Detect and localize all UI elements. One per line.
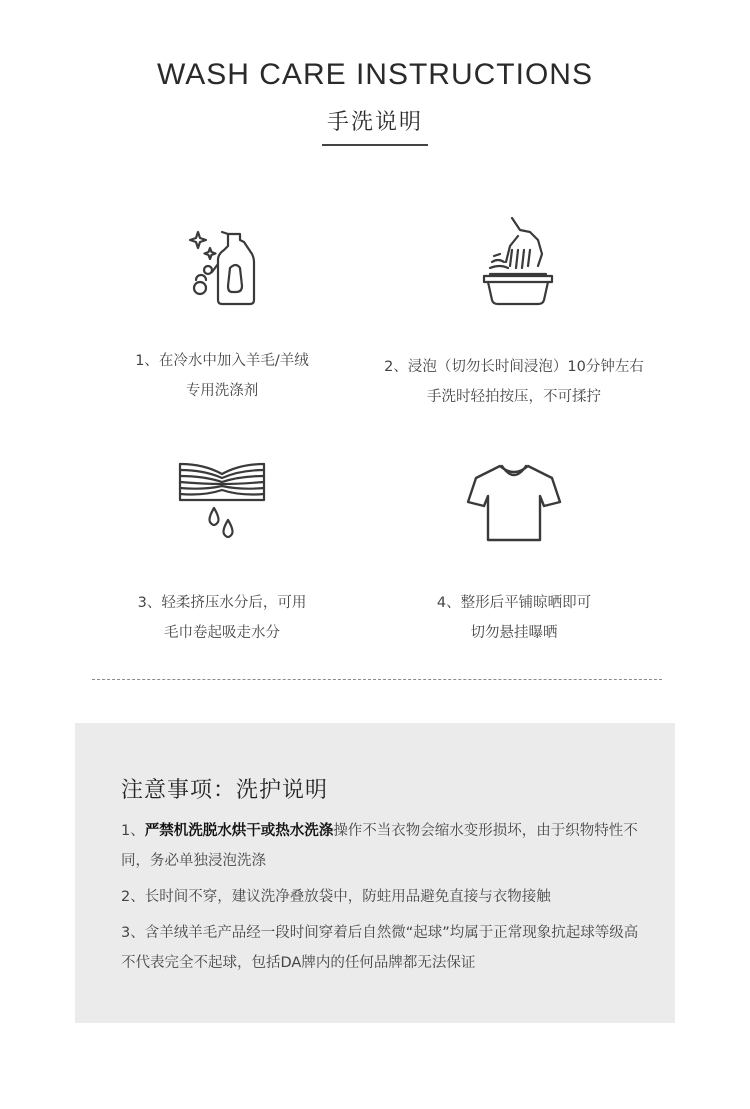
note-text: 含羊绒羊毛产品经一段时间穿着后自然微“起球”均属于正常现象抗起球等级高不代表完全不起球，包括DA牌内的任何品牌都无法保证 <box>121 925 639 971</box>
notes-panel <box>75 723 675 1023</box>
tshirt-icon <box>466 456 562 546</box>
notes-list <box>121 816 651 984</box>
page-title-en: WASH CARE INSTRUCTIONS <box>157 58 593 91</box>
note-item <box>121 882 651 912</box>
note-text: 操作不当衣物会缩水变形损坏，由于织物特性不同，务必单独浸泡洗涤 <box>121 823 638 869</box>
dashed-divider <box>92 679 662 680</box>
note-text: 长时间不穿，建议洗净叠放袋中，防蛀用品避免直接与衣物接触 <box>144 889 551 905</box>
note-prefix: 2、 <box>121 889 145 905</box>
note-prefix: 3、 <box>121 925 145 941</box>
wring-towel-icon <box>174 456 270 546</box>
step-3-line-2: 毛巾卷起吸走水分 <box>164 625 280 641</box>
step-3 <box>72 456 372 648</box>
step-4 <box>364 456 664 648</box>
step-1-line-2: 专用洗涤剂 <box>185 383 259 399</box>
detergent-bottle-icon <box>182 220 262 310</box>
note-item <box>121 816 651 876</box>
notes-title: 注意事项：洗护说明 <box>121 778 329 803</box>
note-item <box>121 918 651 978</box>
step-4-line-1: 4、整形后平铺晾晒即可 <box>436 595 592 611</box>
note-bold-warning: 严禁机洗脱水烘干或热水洗涤 <box>144 823 334 839</box>
step-2 <box>364 210 664 412</box>
note-prefix: 1、 <box>121 823 145 839</box>
hand-wash-basin-icon <box>472 210 556 310</box>
page-title-cn: 手洗说明 <box>326 110 423 135</box>
step-2-line-2: 手洗时轻拍按压，不可揉拧 <box>427 389 601 405</box>
step-2-line-1: 2、浸泡（切勿长时间浸泡）10分钟左右 <box>384 359 644 375</box>
step-1 <box>72 220 372 406</box>
step-4-line-2: 切勿悬挂曝晒 <box>470 625 558 641</box>
step-1-line-1: 1、在冷水中加入羊毛/羊绒 <box>135 353 309 369</box>
title-underline <box>322 144 428 146</box>
step-3-line-1: 3、轻柔挤压水分后，可用 <box>137 595 307 611</box>
